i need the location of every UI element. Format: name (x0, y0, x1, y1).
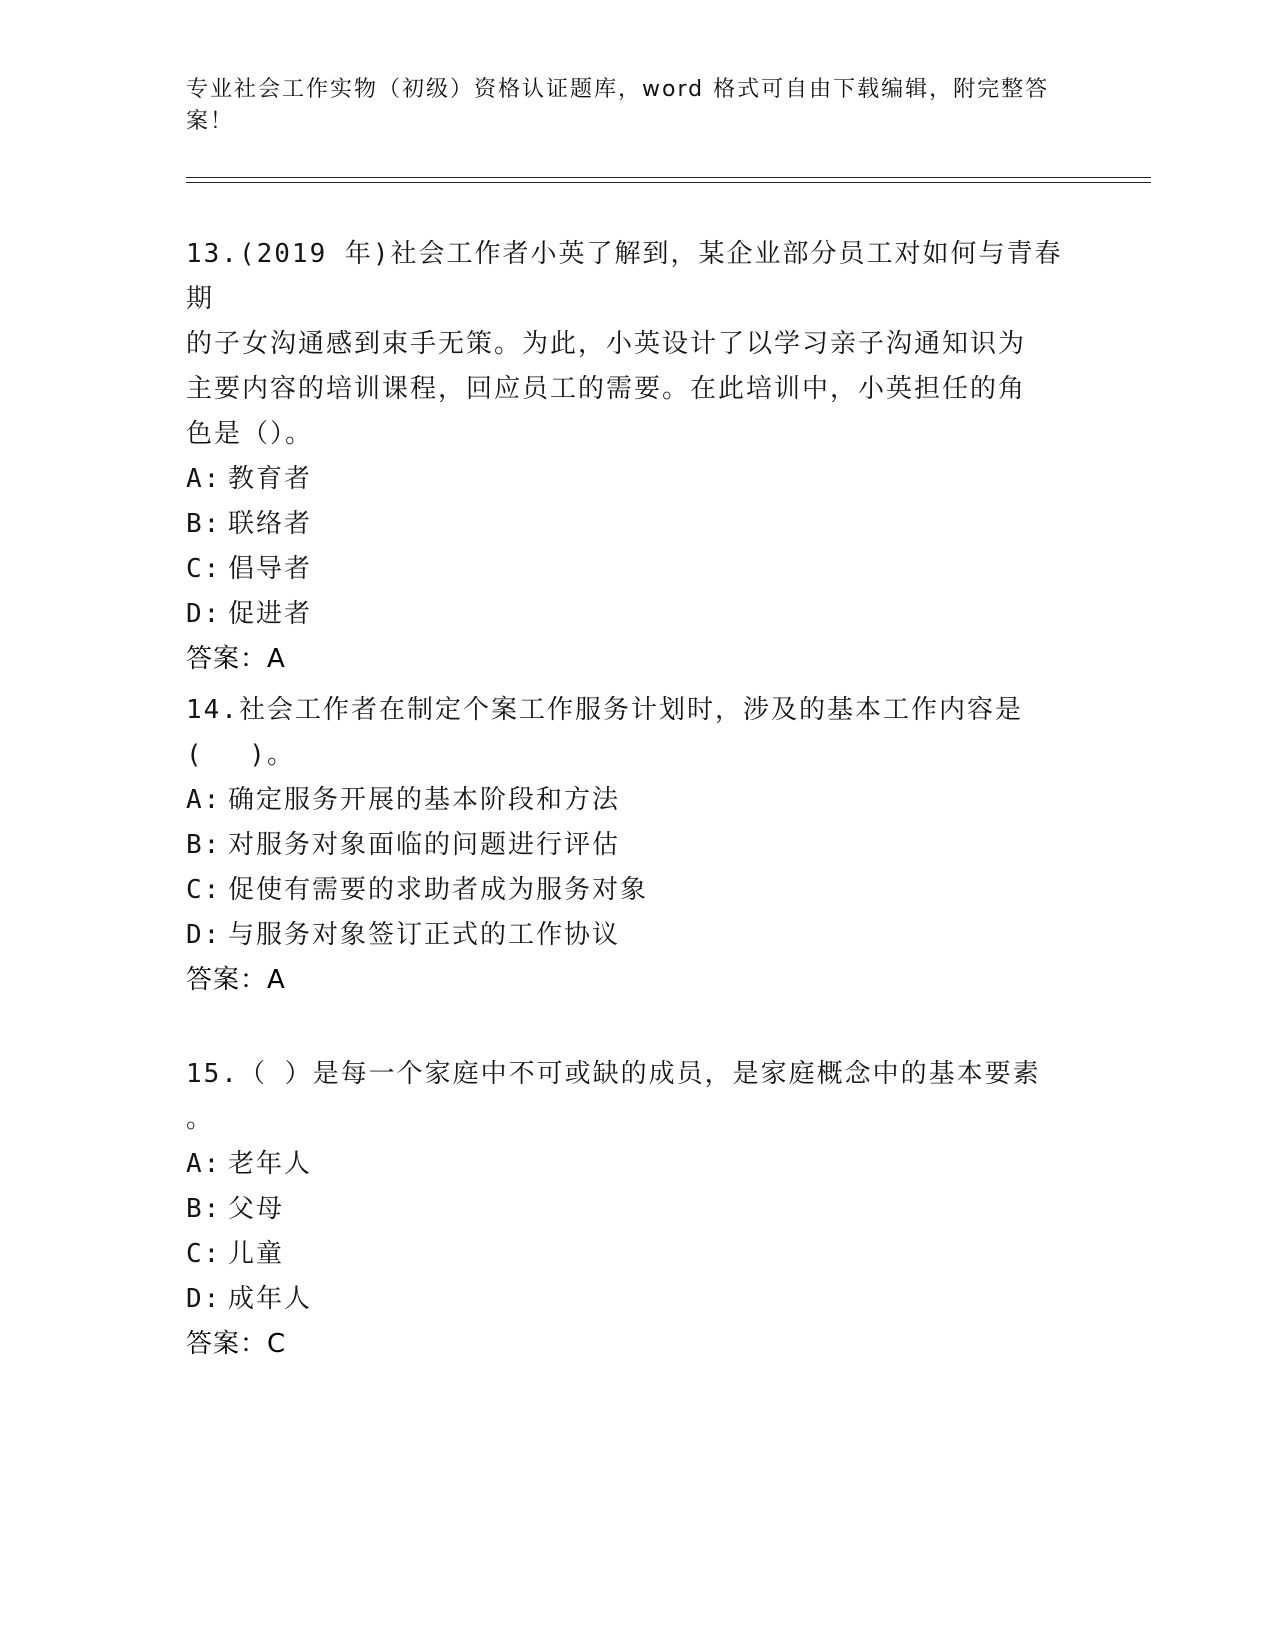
question-stem-line: 色是（）。 (186, 419, 314, 449)
option-c (186, 1232, 1086, 1277)
option-key: B: (186, 1194, 222, 1224)
option-a (186, 1142, 1086, 1187)
answer-line: 答案：A (186, 644, 286, 674)
option-d (186, 592, 1086, 637)
option-key: A: (186, 785, 222, 815)
header-line: 案！ (186, 109, 235, 134)
option-d (186, 913, 1086, 958)
option-key: D: (186, 1284, 222, 1314)
question-stem-line: 主要内容的培训课程，回应员工的需要。在此培训中，小英担任的角 (186, 374, 1027, 404)
answer-line: 答案：C (186, 1329, 287, 1359)
option-text: 教育者 (228, 464, 313, 494)
option-key: C: (186, 875, 222, 905)
option-text: 老年人 (228, 1149, 313, 1179)
header-divider (186, 177, 1151, 178)
question-15 (186, 1052, 1086, 1367)
option-text: 对服务对象面临的问题进行评估 (228, 830, 621, 860)
question-stem-line: 13.(2019 年)社会工作者小英了解到，某企业部分员工对如何与青春期 (186, 239, 1063, 314)
option-text: 父母 (228, 1194, 285, 1224)
option-text: 儿童 (228, 1239, 285, 1269)
option-d (186, 1277, 1086, 1322)
question-13 (186, 232, 1086, 682)
option-c (186, 868, 1086, 913)
option-text: 与服务对象签订正式的工作协议 (228, 920, 621, 950)
option-key: A: (186, 1149, 222, 1179)
option-key: B: (186, 509, 222, 539)
option-key: D: (186, 599, 222, 629)
option-key: C: (186, 1239, 222, 1269)
question-stem-line: 。 (186, 1104, 215, 1134)
option-b (186, 502, 1086, 547)
option-text: 确定服务开展的基本阶段和方法 (228, 785, 621, 815)
document-header (186, 74, 1066, 138)
question-stem-line: 14.社会工作者在制定个案工作服务计划时，涉及的基本工作内容是 (186, 695, 1023, 725)
question-stem-line: ( )。 (186, 740, 295, 770)
option-text: 成年人 (228, 1284, 313, 1314)
option-b (186, 1187, 1086, 1232)
option-key: D: (186, 920, 222, 950)
option-c (186, 547, 1086, 592)
option-b (186, 823, 1086, 868)
option-text: 联络者 (228, 509, 313, 539)
option-key: B: (186, 830, 222, 860)
option-a (186, 457, 1086, 502)
question-stem-line: 15.（ ）是每一个家庭中不可或缺的成员，是家庭概念中的基本要素 (186, 1059, 1041, 1089)
question-stem-line: 的子女沟通感到束手无策。为此，小英设计了以学习亲子沟通知识为 (186, 329, 1027, 359)
option-key: A: (186, 464, 222, 494)
answer-line: 答案：A (186, 965, 286, 995)
option-text: 倡导者 (228, 554, 313, 584)
option-text: 促进者 (228, 599, 313, 629)
header-divider (186, 182, 1151, 183)
question-14 (186, 688, 1086, 1003)
option-a (186, 778, 1086, 823)
header-line: 专业社会工作实物（初级）资格认证题库，word 格式可自由下载编辑，附完整答 (186, 77, 1050, 102)
option-key: C: (186, 554, 222, 584)
option-text: 促使有需要的求助者成为服务对象 (228, 875, 649, 905)
